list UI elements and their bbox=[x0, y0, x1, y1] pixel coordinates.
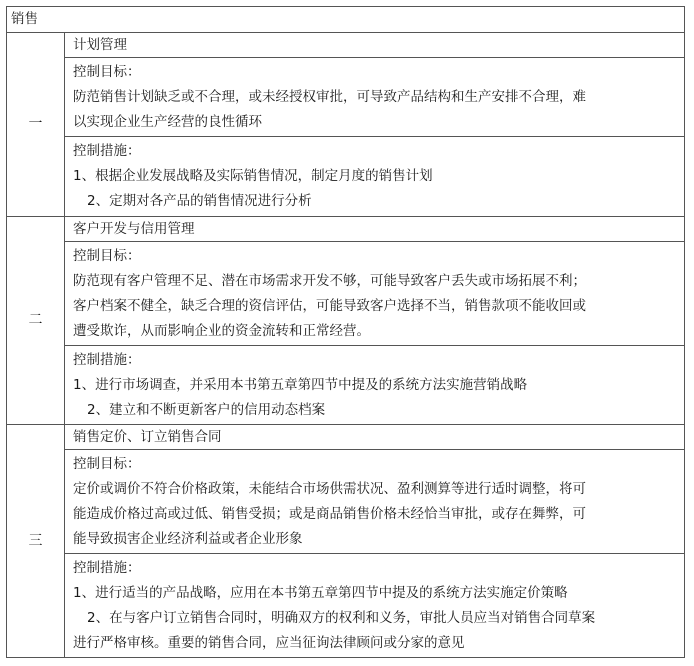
measure-line: 2、建立和不断更新客户的信用动态档案 bbox=[87, 401, 326, 418]
goal-line: 能导致损害企业经济利益或者企业形象 bbox=[73, 530, 303, 547]
table-header: 销售 bbox=[7, 7, 685, 33]
section-title: 客户开发与信用管理 bbox=[65, 217, 685, 242]
measure-line: 1、进行市场调查，并采用本书第五章第四节中提及的系统方法实施营销战略 bbox=[73, 376, 528, 393]
section-number: 三 bbox=[7, 425, 65, 658]
sales-control-table bbox=[6, 6, 685, 658]
goal-label: 控制目标： bbox=[73, 63, 141, 80]
control-goal-cell bbox=[65, 58, 685, 137]
goal-line: 以实现企业生产经营的良性循环 bbox=[73, 113, 262, 130]
control-measure-cell bbox=[65, 346, 685, 425]
section-title: 销售定价、订立销售合同 bbox=[65, 425, 685, 450]
goal-label: 控制目标： bbox=[73, 455, 141, 472]
goal-line: 能造成价格过高或过低、销售受损；或是商品销售价格未经恰当审批，或存在舞弊，可 bbox=[73, 505, 586, 522]
measure-line: 进行严格审核。重要的销售合同，应当征询法律顾问或分家的意见 bbox=[73, 634, 465, 651]
section-number: 一 bbox=[7, 33, 65, 217]
measure-label: 控制措施： bbox=[73, 351, 141, 368]
measure-line: 1、进行适当的产品战略，应用在本书第五章第四节中提及的系统方法实施定价策略 bbox=[73, 584, 568, 601]
goal-line: 定价或调价不符合价格政策，未能结合市场供需状况、盈利测算等进行适时调整，将可 bbox=[73, 480, 586, 497]
control-goal-cell bbox=[65, 450, 685, 554]
measure-line: 2、定期对各产品的销售情况进行分析 bbox=[87, 193, 312, 209]
measure-line: 1、根据企业发展战略及实际销售情况，制定月度的销售计划 bbox=[73, 168, 433, 184]
section-title: 计划管理 bbox=[65, 33, 685, 58]
goal-line: 客户档案不健全，缺乏合理的资信评估，可能导致客户选择不当，销售款项不能收回或 bbox=[73, 297, 586, 314]
goal-line: 遭受欺诈，从而影响企业的资金流转和正常经营。 bbox=[73, 322, 370, 339]
goal-line: 防范销售计划缺乏或不合理，或未经授权审批，可导致产品结构和生产安排不合理，难 bbox=[73, 88, 586, 105]
control-goal-cell bbox=[65, 242, 685, 346]
control-measure-cell bbox=[65, 137, 685, 217]
control-measure-cell bbox=[65, 554, 685, 658]
measure-line: 2、在与客户订立销售合同时，明确双方的权利和义务，审批人员应当对销售合同草案 bbox=[87, 609, 596, 626]
measure-label: 控制措施： bbox=[73, 559, 141, 576]
measure-label: 控制措施： bbox=[73, 143, 141, 159]
section-number: 二 bbox=[7, 217, 65, 425]
goal-label: 控制目标： bbox=[73, 247, 141, 264]
goal-line: 防范现有客户管理不足、潜在市场需求开发不够，可能导致客户丢失或市场拓展不利； bbox=[73, 272, 586, 289]
